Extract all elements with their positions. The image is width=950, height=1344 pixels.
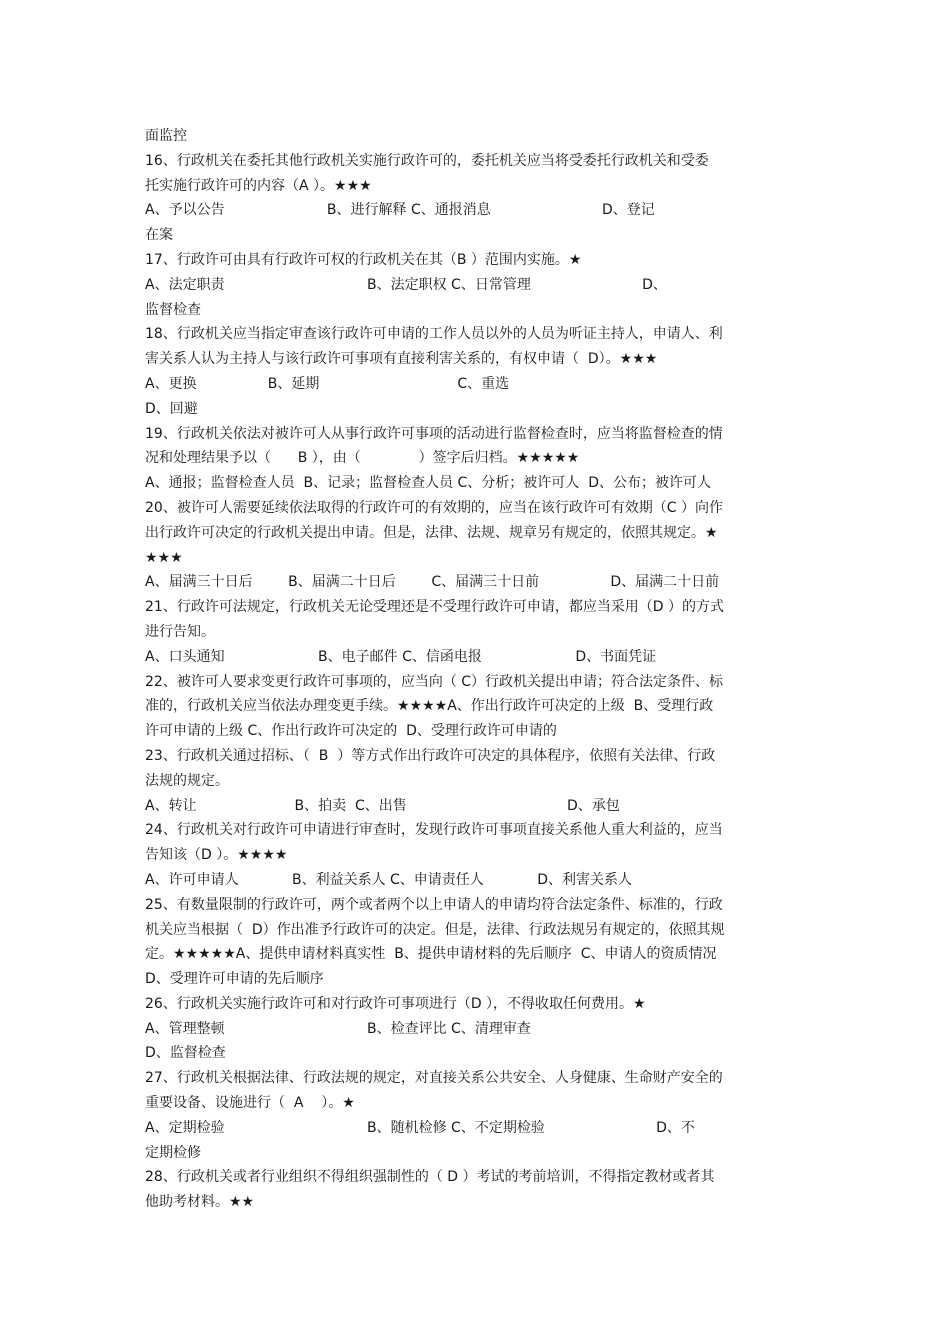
question-23-line: 23、行政机关通过招标、（ B ）等方式作出行政许可决定的具体程序，依照有关法律、行政 <box>145 747 716 764</box>
options-line: A、定期检验 B、随机检修 C、不定期检验 D、不 <box>145 1119 695 1136</box>
text-line: 机关应当根据（ D）作出准予行政许可的决定。但是，法律、行政法规另有规定的，依照其规 <box>145 921 725 938</box>
options-line: D、受理许可申请的先后顺序 <box>145 971 324 988</box>
text-line: 监督检查 <box>145 301 201 318</box>
text-line: 出行政许可决定的行政机关提出申请。但是，法律、法规、规章另有规定的，依照其规定。★ <box>145 524 718 541</box>
options-line: A、届满三十日后 B、届满二十日后 C、届满三十日前 D、届满二十日前 <box>145 574 720 591</box>
options-line: A、转让 B、拍卖 C、出售 D、承包 <box>145 797 620 814</box>
text-line: 他助考材料。★★ <box>145 1194 255 1211</box>
question-20-line: 20、被许可人需要延续依法取得的行政许可的有效期的，应当在该行政许可有效期（C ）向作 <box>145 499 724 516</box>
question-27-line: 27、行政机关根据法律、行政法规的规定，对直接关系公共安全、人身健康、生命财产安全的 <box>145 1070 723 1087</box>
text-line: ★★★ <box>145 549 183 566</box>
question-26-line: 26、行政机关实施行政许可和对行政许可事项进行（D ），不得收取任何费用。★ <box>145 995 646 1012</box>
question-25-line: 25、有数量限制的行政许可，两个或者两个以上申请人的申请均符合法定条件、标准的，行政 <box>145 896 723 913</box>
options-line: A、法定职责 B、法定职权 C、日常管理 D、 <box>145 276 667 293</box>
options-line: A、许可申请人 B、利益关系人 C、申请责任人 D、利害关系人 <box>145 871 632 888</box>
text-line: 进行告知。 <box>145 623 215 640</box>
text-line: 面监控 <box>145 128 187 144</box>
text-line: 在案 <box>145 227 173 244</box>
options-line: D、监督检查 <box>145 1045 226 1062</box>
options-line: A、管理整顿 B、检查评比 C、清理审查 <box>145 1020 531 1037</box>
text-line: 托实施行政许可的内容（A ）。★★★ <box>145 177 372 194</box>
text-line: 告知该（D ）。★★★★ <box>145 847 288 864</box>
text-line: 定期检修 <box>145 1144 201 1161</box>
question-22-line: 22、被许可人要求变更行政许可事项的，应当向（ C）行政机关提出申请；符合法定条件、标 <box>145 673 724 690</box>
text-line: 况和处理结果予以（ B ），由（ ）签字后归档。★★★★★ <box>145 450 580 467</box>
options-line: D、回避 <box>145 400 198 417</box>
text-line: 重要设备、设施进行（ A ）。★ <box>145 1095 355 1112</box>
options-line: A、更换 B、延期 C、重选 <box>145 375 510 392</box>
text-line: 害关系人认为主持人与该行政许可事项有直接利害关系的，有权申请（ D）。★★★ <box>145 351 658 368</box>
text-line: 定。★★★★★A、提供申请材料真实性 B、提供申请材料的先后顺序 C、申请人的资质情况 <box>145 946 717 963</box>
question-17-line: 17、行政许可由具有行政许可权的行政机关在其（B ）范围内实施。★ <box>145 251 582 268</box>
text-line: 准的，行政机关应当依法办理变更手续。★★★★A、作出行政许可决定的上级 B、受理行政 <box>145 698 714 715</box>
text-line: 许可申请的上级 C、作出行政许可决定的 D、受理行政许可申请的 <box>145 723 557 740</box>
options-line: A、口头通知 B、电子邮件 C、信函电报 D、书面凭证 <box>145 648 657 665</box>
text-line: 法规的规定。 <box>145 772 229 789</box>
question-28-line: 28、行政机关或者行业组织不得组织强制性的（ D ）考试的考前培训，不得指定教材或者其 <box>145 1169 715 1186</box>
options-line: A、通报；监督检查人员 B、记录；监督检查人员 C、分析；被许可人 D、公布；被许可人 <box>145 475 711 492</box>
question-18-line: 18、行政机关应当指定审查该行政许可申请的工作人员以外的人员为听证主持人，申请人、利 <box>145 326 723 343</box>
document-body <box>145 124 810 1215</box>
question-16-line: 16、行政机关在委托其他行政机关实施行政许可的，委托机关应当将受委托行政机关和受委 <box>145 152 709 169</box>
question-21-line: 21、行政许可法规定，行政机关无论受理还是不受理行政许可申请，都应当采用（D ）的方式 <box>145 599 725 616</box>
options-line: A、予以公告 B、进行解释 C、通报消息 D、登记 <box>145 202 655 219</box>
question-24-line: 24、行政机关对行政许可申请进行审查时，发现行政许可事项直接关系他人重大利益的，应当 <box>145 822 723 839</box>
question-19-line: 19、行政机关依法对被许可人从事行政许可事项的活动进行监督检查时，应当将监督检查的情 <box>145 425 723 442</box>
